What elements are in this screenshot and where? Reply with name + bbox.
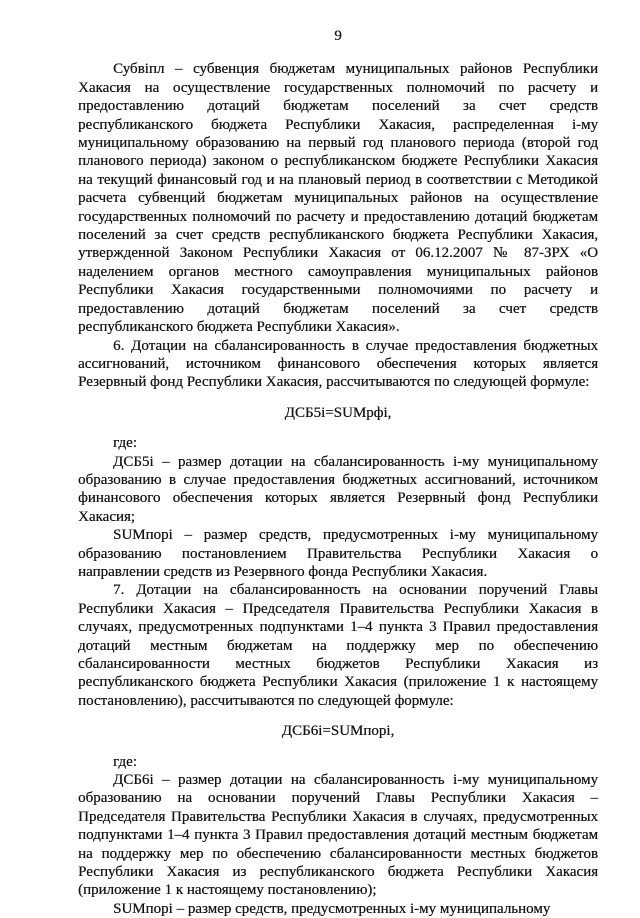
page-number: 9	[334, 28, 342, 44]
paragraph-dsb5-definition: ДСБ5i – размер дотации на сбалансированность i-му муниципальному образованию в случае предоставления бюджетных ассигнований, источником финансового обеспечения которых является Резервный фонд Республики Хакасия;	[78, 453, 598, 525]
paragraph-item-6: 6. Дотации на сбалансированность в случае предоставления бюджетных ассигнований, источником финансового обеспечения которых является Резервный фонд Республики Хакасия, рассчитываются по следующей формуле:	[78, 337, 598, 391]
paragraph-sumpor-definition-2: SUMпорi – размер средств, предусмотренных i-му муниципальному	[113, 900, 551, 917]
formula-dsb6: ДСБ6i=SUMпорi,	[281, 723, 395, 740]
paragraph-subvention-definition: Субвiпл – субвенция бюджетам муниципальных районов Республики Хакасия на осуществление государственных полномочий по расчету и предоставлению дотаций бюджетам поселений за счет средств республиканского бюджета Республики Хакасия, распределенная i-му муниципальному образованию на первый год планового периода (второй год планового периода) законом о республиканском бюджете Республики Хакасия на текущий финансовый год и на плановый период в соответствии с Методикой расчета субвенций бюджетам муниципальных районов на осуществление государственных полномочий по расчету и предоставлению дотаций бюджетам поселений за счет средств республиканского бюджета Республики Хакасия, утвержденной Законом Республики Хакасия от 06.12.2007 № 87-ЗРХ «О наделением органов местного самоуправления муниципальных районов Республики Хакасия государственными полномочиями по расчету и предоставлению дотаций бюджетам поселений за счет средств республиканского бюджета Республики Хакасия».	[78, 61, 598, 336]
label-where-1: где:	[113, 435, 137, 452]
paragraph-sumpor-definition-1: SUMпорi – размер средств, предусмотренных i-му муниципальному образованию постановлением Правительства Республики Хакасия о направлении средств из Резервного фонда Республики Хакасия.	[78, 527, 598, 580]
paragraph-dsb6-definition: ДСБ6i – размер дотации на сбалансированность i-му муниципальному образованию на основании поручений Главы Республики Хакасия – Председателя Правительства Республики Хакасия в случаях, предусмотренных подпунктами 1–4 пункта 3 Правил предоставления дотаций местным бюджетам на поддержку мер по обеспечению сбалансированности местных бюджетов Республики Хакасия из республиканского бюджета Республики Хакасия (приложение 1 к настоящему постановлению);	[78, 772, 598, 899]
formula-dsb5: ДСБ5i=SUMрфi,	[284, 404, 392, 421]
label-where-2: где:	[113, 753, 137, 770]
paragraph-item-7: 7. Дотации на сбалансированность на основании поручений Главы Республики Хакасия – Председателя Правительства Республики Хакасия в случаях, предусмотренных подпунктами 1–4 пункта 3 Правил предоставления дотаций местным бюджетам на поддержку мер по обеспечению сбалансированности местных бюджетов Республики Хакасия из республиканского бюджета Республики Хакасия (приложение 1 к настоящему постановлению), рассчитываются по следующей формуле:	[78, 582, 598, 709]
